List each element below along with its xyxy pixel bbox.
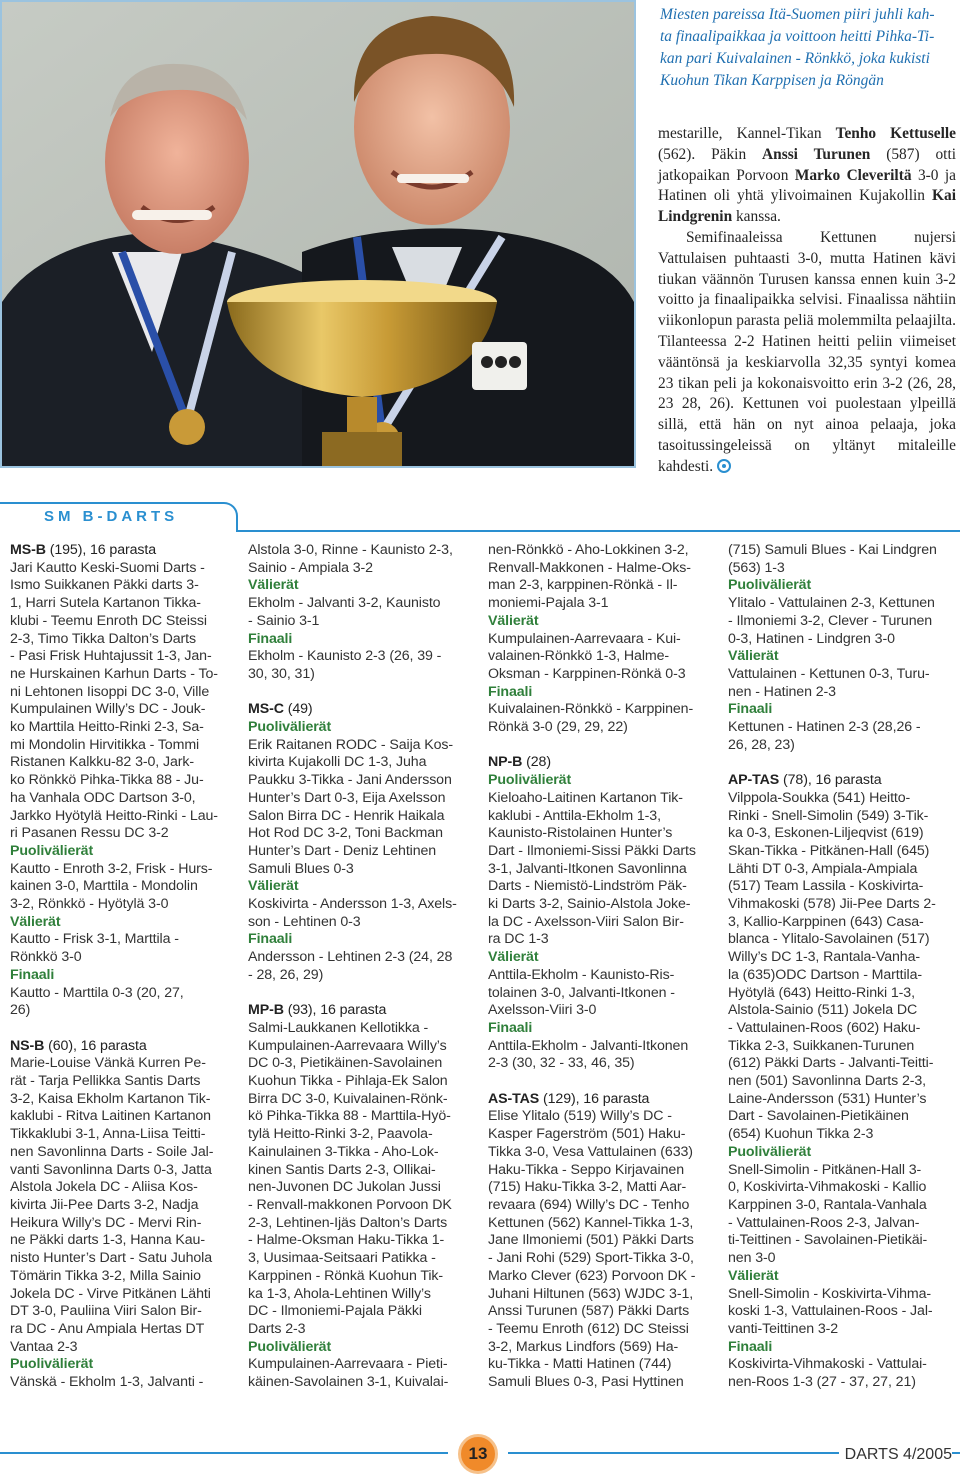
match-results: Vilppola-Soukka (541) Heitto- Rinki - Snell-Simolin (549) 3-Tik- ka 0-3, Eskonen-Liljeqvist (619) Skan-Tikka - Pitkänen-Hall (645) Lähti DT 0-3, Ampiala-Ampiala (517) Team Lassila - Koskivirta- Vihmakoski (578) Jii-Pee Darts 2- 3, Kallio-Karppinen (643) Casa- blanca - Ylitalo-Savolainen (517) Willy’s DC 1-3, Rantala-Vanha- la (635)ODC Dartson - Marttila- Hyötylä (643) Heitto-Rinki 1-3, Alstola-Sainio (511) Jokela DC - Vattulainen-Roos (602) Haku- Tikka 2-3, Suikkanen-Turunen (612) Päkki Darts - Jalvanti-Teitti- nen (501) Savonlinna Darts 2-3, Laine-Andersson (531) Hunter’s Dart - Savolainen-Pietikäinen (654) Kuohun Tikka 2-3 [728,789,936,1143]
round-heading [248,1339,468,1357]
match-results: Erik Raitanen RODC - Saija Kos- kivirta Kujakolli DC 1-3, Juha Paukku 3-Tikka - Jani Andersson Hunter’s Dart 0-3, Eija Axelsson Salon Birra DC - Henrik Haikala Hot Rod DC 3-2, Toni Backman Hunter’s Dart - Deniz Lehtinen Samuli Blues 0-3 [248,736,454,877]
round-heading [10,1356,230,1374]
end-mark-icon [717,459,731,473]
heading-label: Välierät [248,878,299,895]
results-columns [10,542,950,1402]
name-bold: Anssi Turunen [762,145,871,163]
match-results: Andersson - Lehtinen 2-3 (24, 28 - 28, 26, 29) [248,949,453,983]
heading-label: Finaali [248,931,293,948]
heading-label: Välierät [728,1267,779,1284]
round-heading [728,1268,948,1286]
heading-label: Välierät [488,949,539,966]
match-results: Snell-Simolin - Koskivirta-Vihma- koski 1-3, Vattulainen-Roos - Jal- vanti-Teittinen 3-2 [728,1285,933,1337]
match-results: Anttila-Ekholm - Kaunisto-Ris- tolainen 3-0, Jalvanti-Itkonen - Axelsson-Viiri 3-0 [488,966,675,1019]
heading-detail: (49) [283,701,313,718]
heading-detail: (28) [522,754,551,771]
heading-label: Finaali [248,630,293,647]
text-run: (562). Päkin [658,145,763,163]
page-number: 13 [458,1434,498,1474]
heading-label: NP-B [488,754,523,771]
round-heading [248,931,468,949]
round-heading [728,648,948,666]
match-results: Kumpulainen-Aarrevaara - Kui- valainen-Rönkkö 1-3, Halme- Oksman - Karppinen-Rönkä 0-3 [488,630,686,682]
text-run: 3-0 ja Hatinen oli yhtä ylivoimainen Kujakollin [658,166,957,205]
block-spacer [488,1073,708,1091]
heading-detail: (60), 16 parasta [44,1037,147,1054]
text-run: Semifinaaleissa Kettunen nujersi Vattulaisen puhtaasti 3-0, mutta Hatinen kävi tiukan väännön Turusen kanssa ennen kuin 3-2 voitto ja finaalipaikka selvisi. Finaalissa nähtiin viikonlopun parasta peliä molemmilta pelaajilta. Tilanteessa 2-2 Hatinen heitti peliin viimeiset vääntönsä ja keskiarvolla 32,35 syntyi komea 23 tikan peli ja kokonaisvoitto erin 3-2 (26, 28, 23 28, 26). Kettunen voi puolestaan ylpeillä sillä, että hän on nyt ainoa pelaaja, joka tasoitussingeleissä on yltänyt mitaleille kahdesti. [658,228,956,475]
heading-label: Puolivälierät [10,1356,94,1373]
heading-label: Puolivälierät [248,1338,332,1355]
section-title: SM B-DARTS [44,508,179,525]
heading-detail: (78), 16 parasta [779,772,882,789]
heading-detail: (195), 16 parasta [45,542,157,558]
round-heading [10,914,230,932]
heading-label: AS-TAS [488,1090,540,1107]
round-heading [728,1144,948,1162]
block-spacer [488,737,708,755]
category-heading [248,701,468,719]
photo-winners-with-trophy [0,0,636,468]
round-heading [728,1339,948,1357]
article-paragraph [658,228,956,478]
match-results: Salmi-Laukkanen Kellotikka - Kumpulainen-Aarrevaara Willy’s DC 0-3, Pietikäinen-Savolainen Kuohun Tikka - Pihlaja-Ek Salon Birra DC 3-0, Kuivalainen-Rönk- kö Pihka-Tikka 88 - Marttila-Hyö- tylä Heitto-Rinki 3-2, Paavola- Kainulainen 3-Tikka - Aho-Lok- kinen Santis Darts 2-3, Ollikai- nen-Juvonen DC Jukolan Jussi - Renvall-makkonen Porvoon DK 2-3, Lehtinen-Ijäs Dalton’s Darts - Halme-Oksman Haku-Tikka 1- 3, Uusimaa-Seitsaari Patikka - Karppinen - Rönkä Kuohun Tik- ka 1-3, Ahola-Lehtinen Willy’s DC - Ilmoniemi-Pajala Päkki Darts 2-3 [248,1019,452,1337]
results-column-1 [10,542,230,1392]
block-spacer [728,754,948,772]
heading-label: Välierät [248,577,299,594]
category-heading [10,542,230,560]
name-bold: Tenho Kettuselle [835,125,956,142]
caption-line: ta finaalipaikkaa ja voittoon heitti Pihka-Ti- [660,28,935,45]
section-header [0,502,960,532]
match-results: Kumpulainen-Aarrevaara - Pieti- käinen-Savolainen 3-1, Kuivalai- [248,1356,449,1391]
caption-line: Miesten pareissa Itä-Suomen piiri juhli kah- [660,6,935,23]
match-results: Kettunen - Hatinen 2-3 (28,26 - 26, 28, 23) [728,719,921,753]
round-heading [248,577,468,595]
heading-label: MS-C [248,701,284,718]
heading-label: Välierät [488,612,539,629]
results-column-4 [728,542,948,1392]
match-results: Vattulainen - Kettunen 0-3, Turu- nen - Hatinen 2-3 [728,665,930,700]
round-heading [488,1020,708,1038]
round-heading [10,967,230,985]
caption-line: Kuohun Tikan Karppisen ja Röngän [660,72,884,89]
round-heading [248,631,468,649]
round-heading [248,878,468,896]
heading-label: Välierät [10,913,61,930]
round-heading [488,772,708,790]
round-heading [488,684,708,702]
match-results: Kautto - Enroth 3-2, Frisk - Hurs- kainen 3-0, Marttila - Mondolin 3-2, Rönkkö - Hyötylä 3-0 [10,860,213,913]
match-results: Kautto - Frisk 3-1, Marttila - Rönkkö 3-0 [10,931,179,966]
heading-detail: (129), 16 parasta [539,1090,650,1107]
name-bold: Marko Cleveriltä [794,166,912,184]
results-column-2 [248,542,468,1392]
match-results: nen-Rönkkö - Aho-Lokkinen 3-2, Renvall-Makkonen - Halme-Oks- man 2-3, karppinen-Rönkä - Il- moniemi-Pajala 3-1 [488,542,691,612]
caption-line: kan pari Kuivalainen - Rönkkö, joka kukisti [660,50,930,67]
category-heading [488,754,708,772]
heading-label: Välierät [728,648,779,665]
category-heading [10,1038,230,1056]
block-spacer [248,985,468,1003]
match-results: Ekholm - Kaunisto 2-3 (26, 39 - 30, 30, 31) [248,648,442,682]
heading-label: Puolivälierät [248,719,332,736]
match-results: Kieloaho-Laitinen Kartanon Tik- kaklubi - Anttila-Ekholm 1-3, Kaunisto-Ristolainen Hunter’s Dart - Ilmoniemi-Sissi Päkki Darts 3-1, Jalvanti-Itkonen Savonlinna Darts - Niemistö-Lindström Päk- ki Darts 3-2, Sainio-Alstola Joke- la DC - Axelsson-Viiri Salon Bir- ra DC 1-3 [488,789,696,948]
block-spacer [10,1020,230,1038]
match-results: Anttila-Ekholm - Jalvanti-Itkonen 2-3 (30, 32 - 33, 46, 35) [488,1037,689,1072]
round-heading [248,719,468,737]
article-body [658,124,956,478]
heading-label: Puolivälierät [10,842,94,859]
match-results: Jari Kautto Keski-Suomi Darts - Ismo Suikkanen Päkki darts 3- 1, Harri Sutela Kartanon Tikka- klubi - Teemu Enroth DC Steissi 2-3, Timo Tikka Dalton’s Darts - Pasi Frisk Huhtajussit 1-3, Jan- ne Hurskainen Karhun Darts - To- ni Lehtonen Iisoppi DC 3-0, Ville Kumpulainen Willy’s DC - Jouk- ko Marttila Heitto-Rinki 2-3, Sa- mi Mondolin Hirvitikka - Tommi Ristanen Kalkku-82 3-0, Jark- ko Rönkkö Pihka-Tikka 88 - Ju- ha Vanhala ODC Dartson 3-0, Jarkko Hyötylä Heitto-Rinki - Lau- ri Pasanen Ressu DC 3-2 [10,559,218,842]
match-results: Snell-Simolin - Pitkänen-Hall 3- 0, Koskivirta-Vihmakoski - Kallio Karppinen 3-0, Rantala-Vanhala - Vattulainen-Roos 2-3, Jalvan- ti-Teittinen - Savolainen-Pietikäi- nen 3-0 [728,1161,928,1267]
heading-label: MP-B [248,1002,284,1019]
issue-label: DARTS 4/2005 [839,1446,952,1464]
match-results: Elise Ylitalo (519) Willy’s DC - Kasper Fagerström (501) Haku- Tikka 3-0, Vesa Vattulainen (633) Haku-Tikka - Seppo Kirjavainen (715) Haku-Tikka 3-2, Matti Aar- revaara (694) Willy’s DC - Tenho Kettunen (562) Kannel-Tikka 1-3, Jane Ilmoniemi (501) Päkki Darts - Jani Rohi (529) Sport-Tikka 3-0, Marko Clever (623) Porvoon DK - Juhani Hiltunen (563) WJDC 3-1, Anssi Turunen (587) Päkki Darts - Teemu Enroth (612) DC Steissi 3-2, Markus Lindfors (569) Ha- ku-Tikka - Matti Hatinen (744) Samuli Blues 0-3, Pasi Hyttinen [488,1108,696,1391]
match-results: Ylitalo - Vattulainen 2-3, Kettunen - Ilmoniemi 3-2, Clever - Turunen 0-3, Hatinen - Lindgren 3-0 [728,595,935,647]
match-results: Koskivirta - Andersson 1-3, Axels- son - Lehtinen 0-3 [248,896,457,930]
heading-label: AP-TAS [728,772,780,789]
heading-label: Finaali [488,683,533,700]
heading-label: Finaali [728,1338,773,1355]
name-bold: Kai Lindgrenin [658,187,956,226]
text-run: mestarille, Kannel-Tikan [658,125,836,142]
match-results: Ekholm - Jalvanti 3-2, Kaunisto - Sainio 3-1 [248,595,441,629]
text-run: kanssa. [732,208,781,226]
results-column-3 [488,542,708,1392]
round-heading [488,949,708,967]
round-heading [728,701,948,719]
photo-caption [660,4,956,92]
match-results: (715) Samuli Blues - Kai Lindgren (563) 1-3 [728,542,937,576]
round-heading [488,613,708,631]
match-results: Kuivalainen-Rönkkö - Karppinen- Rönkä 3-0 (29, 29, 22) [488,701,694,736]
heading-label: Finaali [728,701,773,718]
category-heading [488,1091,708,1109]
heading-label: Puolivälierät [488,772,572,789]
heading-label: MS-B [10,542,46,558]
category-heading [248,1002,468,1020]
article-paragraph [658,124,956,228]
match-results: Marie-Louise Vänkä Kurren Pe- rät - Tarja Pellikka Santis Darts 3-2, Kaisa Ekholm Kartanon Tik- kaklubi - Ritva Laitinen Kartanon Tikkaklubi 3-1, Anna-Liisa Teitti- nen Savonlinna Darts - Soile Jal- vanti Savonlinna Darts 0-3, Jatta Alstola Jokela DC - Aliisa Kos- kivirta Jii-Pee Darts 3-2, Nadja Heikura Willy’s DC - Mervi Rin- ne Päkki darts 1-3, Hanna Kau- nisto Hunter’s Dart - Satu Juhola Tömärin Tikka 3-2, Milla Sainio Jokela DC - Virve Pitkänen Lähti DT 3-0, Pauliina Viiri Salon Bir- ra DC - Anu Ampiala Hertas DT Vantaa 2-3 [10,1055,214,1355]
round-heading [10,843,230,861]
heading-label: Puolivälierät [728,1143,812,1160]
match-results: Alstola 3-0, Rinne - Kaunisto 2-3, Sainio - Ampiala 3-2 [248,542,453,576]
heading-label: Finaali [488,1019,533,1036]
match-results: Koskivirta-Vihmakoski - Vattulai- nen-Roos 1-3 (27 - 37, 27, 21) [728,1356,927,1391]
match-results: Vänskä - Ekholm 1-3, Jalvanti - [10,1374,204,1391]
block-spacer [248,684,468,702]
heading-label: Puolivälierät [728,577,812,594]
round-heading [728,577,948,595]
heading-label: NS-B [10,1037,45,1054]
text-run: (587) otti jatkopaikan Porvoon [658,145,956,184]
category-heading [728,772,948,790]
heading-label: Finaali [10,966,55,983]
heading-detail: (93), 16 parasta [283,1002,387,1019]
match-results: Kautto - Marttila 0-3 (20, 27, 26) [10,984,184,1019]
